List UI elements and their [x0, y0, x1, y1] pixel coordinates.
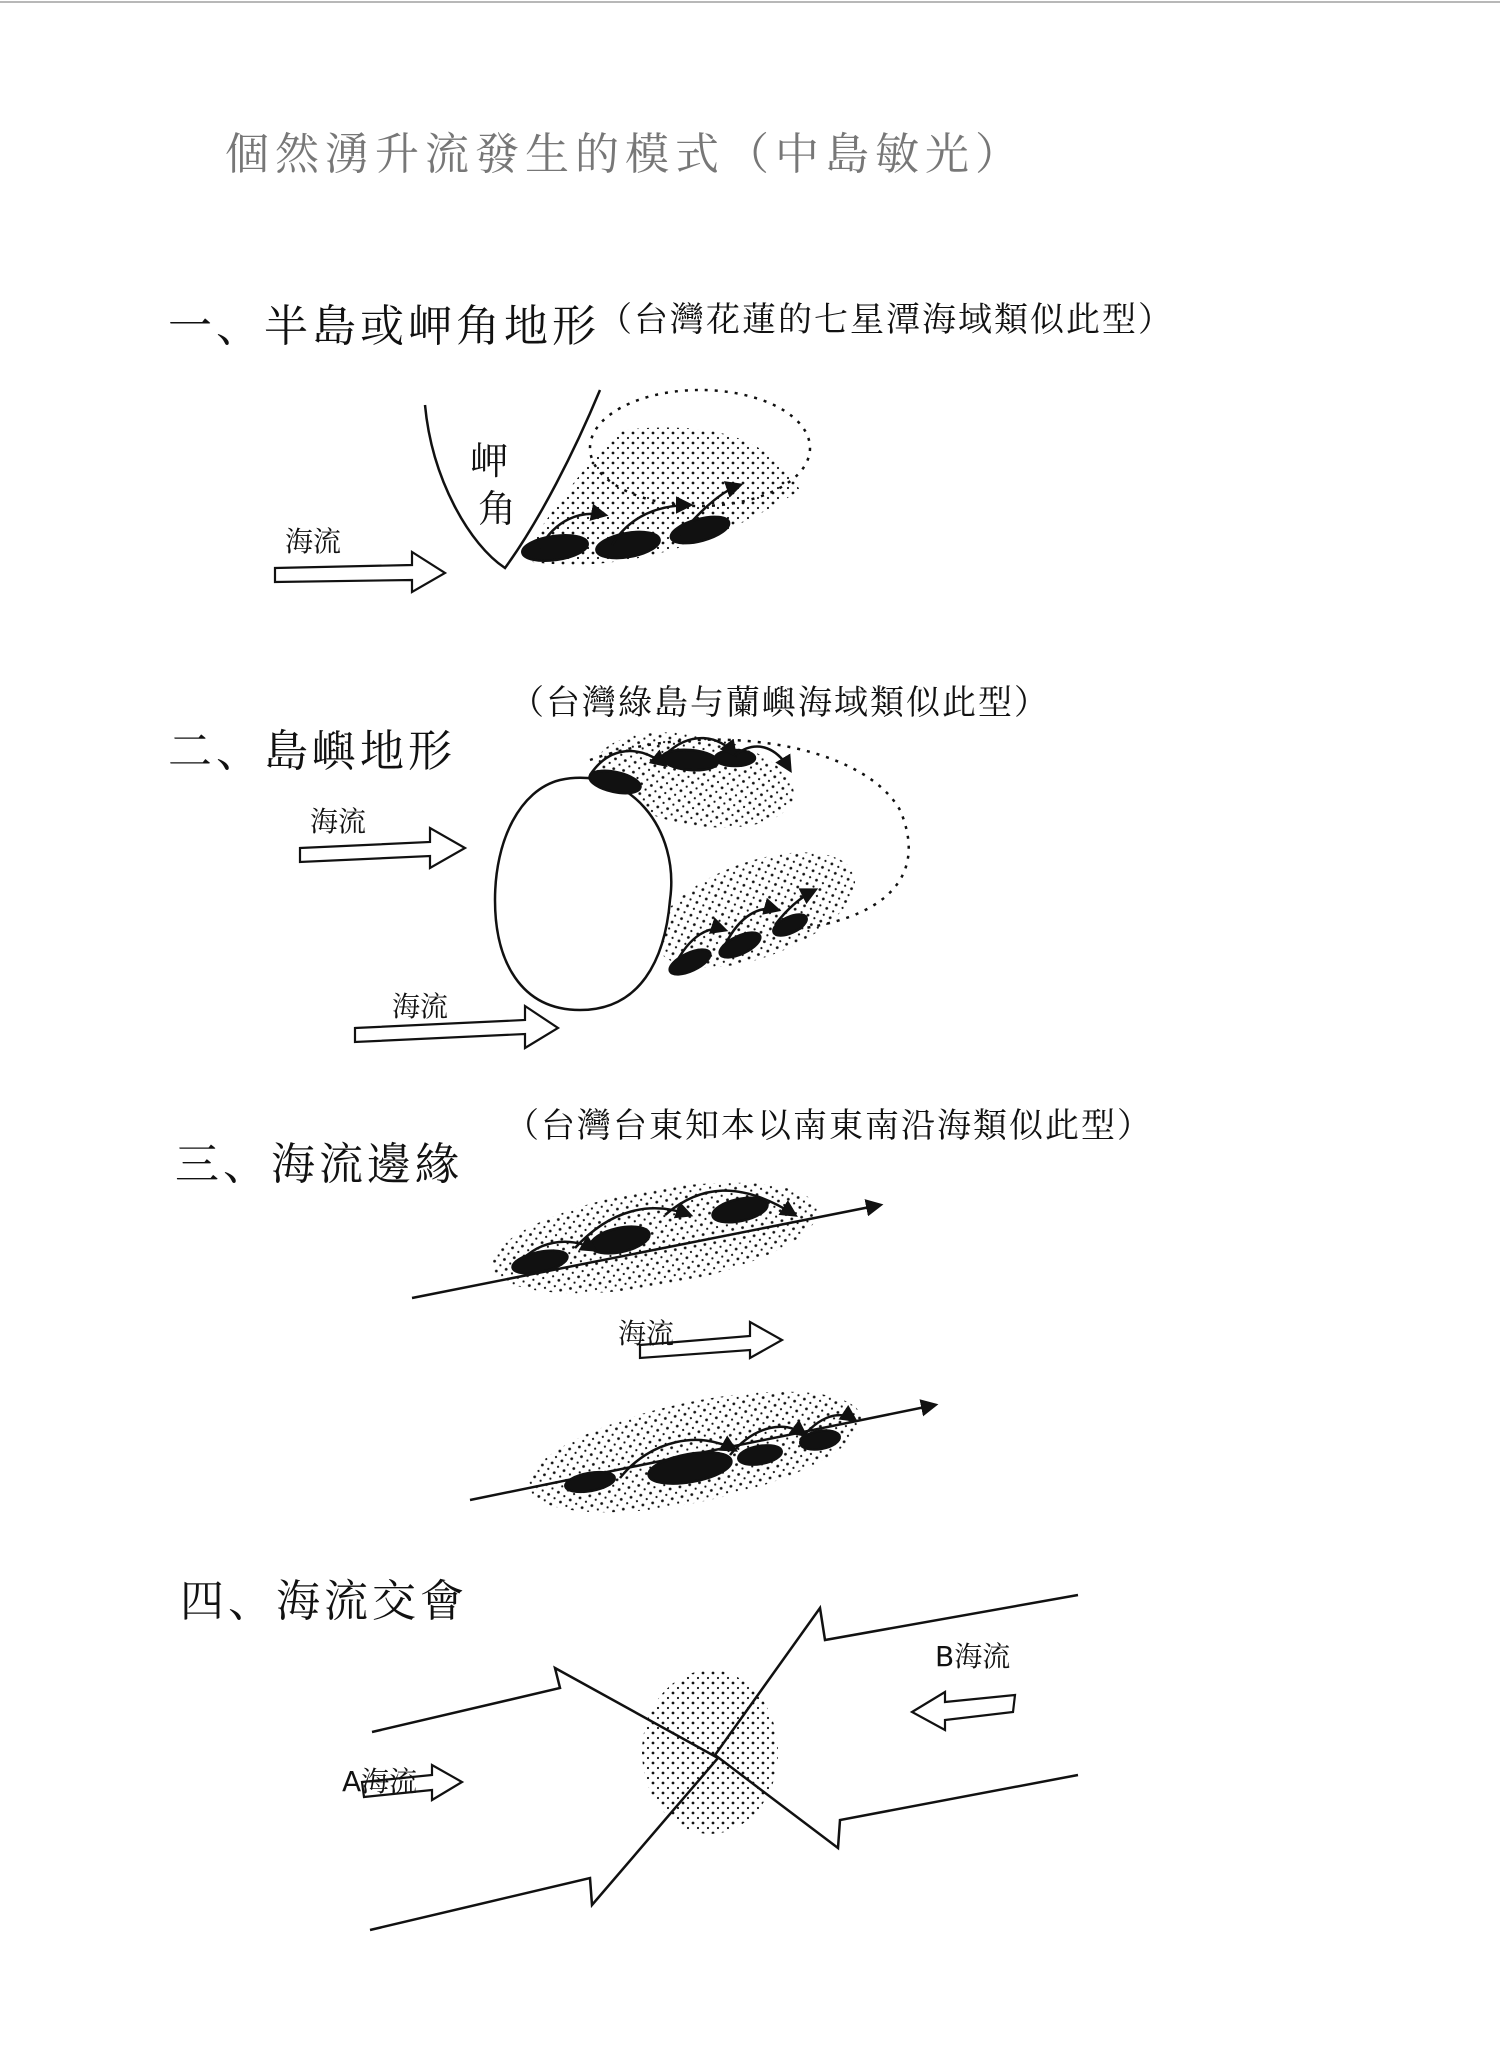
current-label-3: 海流 — [392, 990, 449, 1023]
current-arrow-4 — [640, 1322, 782, 1358]
current-arrow-2 — [300, 828, 465, 868]
section-1-note: （台灣花蓮的七星潭海域類似此型） — [598, 300, 1174, 340]
current-b-small-arrow — [912, 1692, 1015, 1730]
current-arrow-1 — [275, 552, 445, 592]
convergence-diagram — [362, 1595, 1078, 1930]
current-edge-diagram — [412, 1162, 935, 1536]
cape-label-1: 岬 — [470, 439, 509, 483]
current-label-2: 海流 — [310, 805, 367, 838]
section-1-heading: 一、半島或岬角地形 — [168, 301, 600, 352]
current-a-small-arrow — [362, 1765, 462, 1800]
section-3-note: （台灣台東知本以南東南沿海類似此型） — [505, 1106, 1153, 1146]
island-diagram — [300, 718, 909, 1048]
current-label-1: 海流 — [285, 525, 342, 558]
current-b-label: B海流 — [935, 1640, 1011, 1673]
section-3-heading: 三、海流邊緣 — [175, 1139, 463, 1190]
cape-diagram — [275, 390, 810, 592]
section-4-heading: 四、海流交會 — [180, 1576, 468, 1627]
upwelling-core-6 — [715, 750, 755, 766]
upwelling-dotted-region-3a — [484, 1162, 826, 1314]
page-title: 個然湧升流發生的模式（中島敏光） — [225, 129, 1025, 180]
section-2-note: （台灣綠島与蘭嶼海域類似此型） — [510, 683, 1050, 723]
current-arrow-3 — [355, 1006, 558, 1048]
island-outline — [495, 778, 671, 1010]
current-label-4: 海流 — [618, 1317, 675, 1350]
cape-label-2: 角 — [478, 487, 517, 531]
current-a-label: A海流 — [342, 1765, 418, 1798]
section-2-heading: 二、島嶼地形 — [168, 726, 456, 777]
